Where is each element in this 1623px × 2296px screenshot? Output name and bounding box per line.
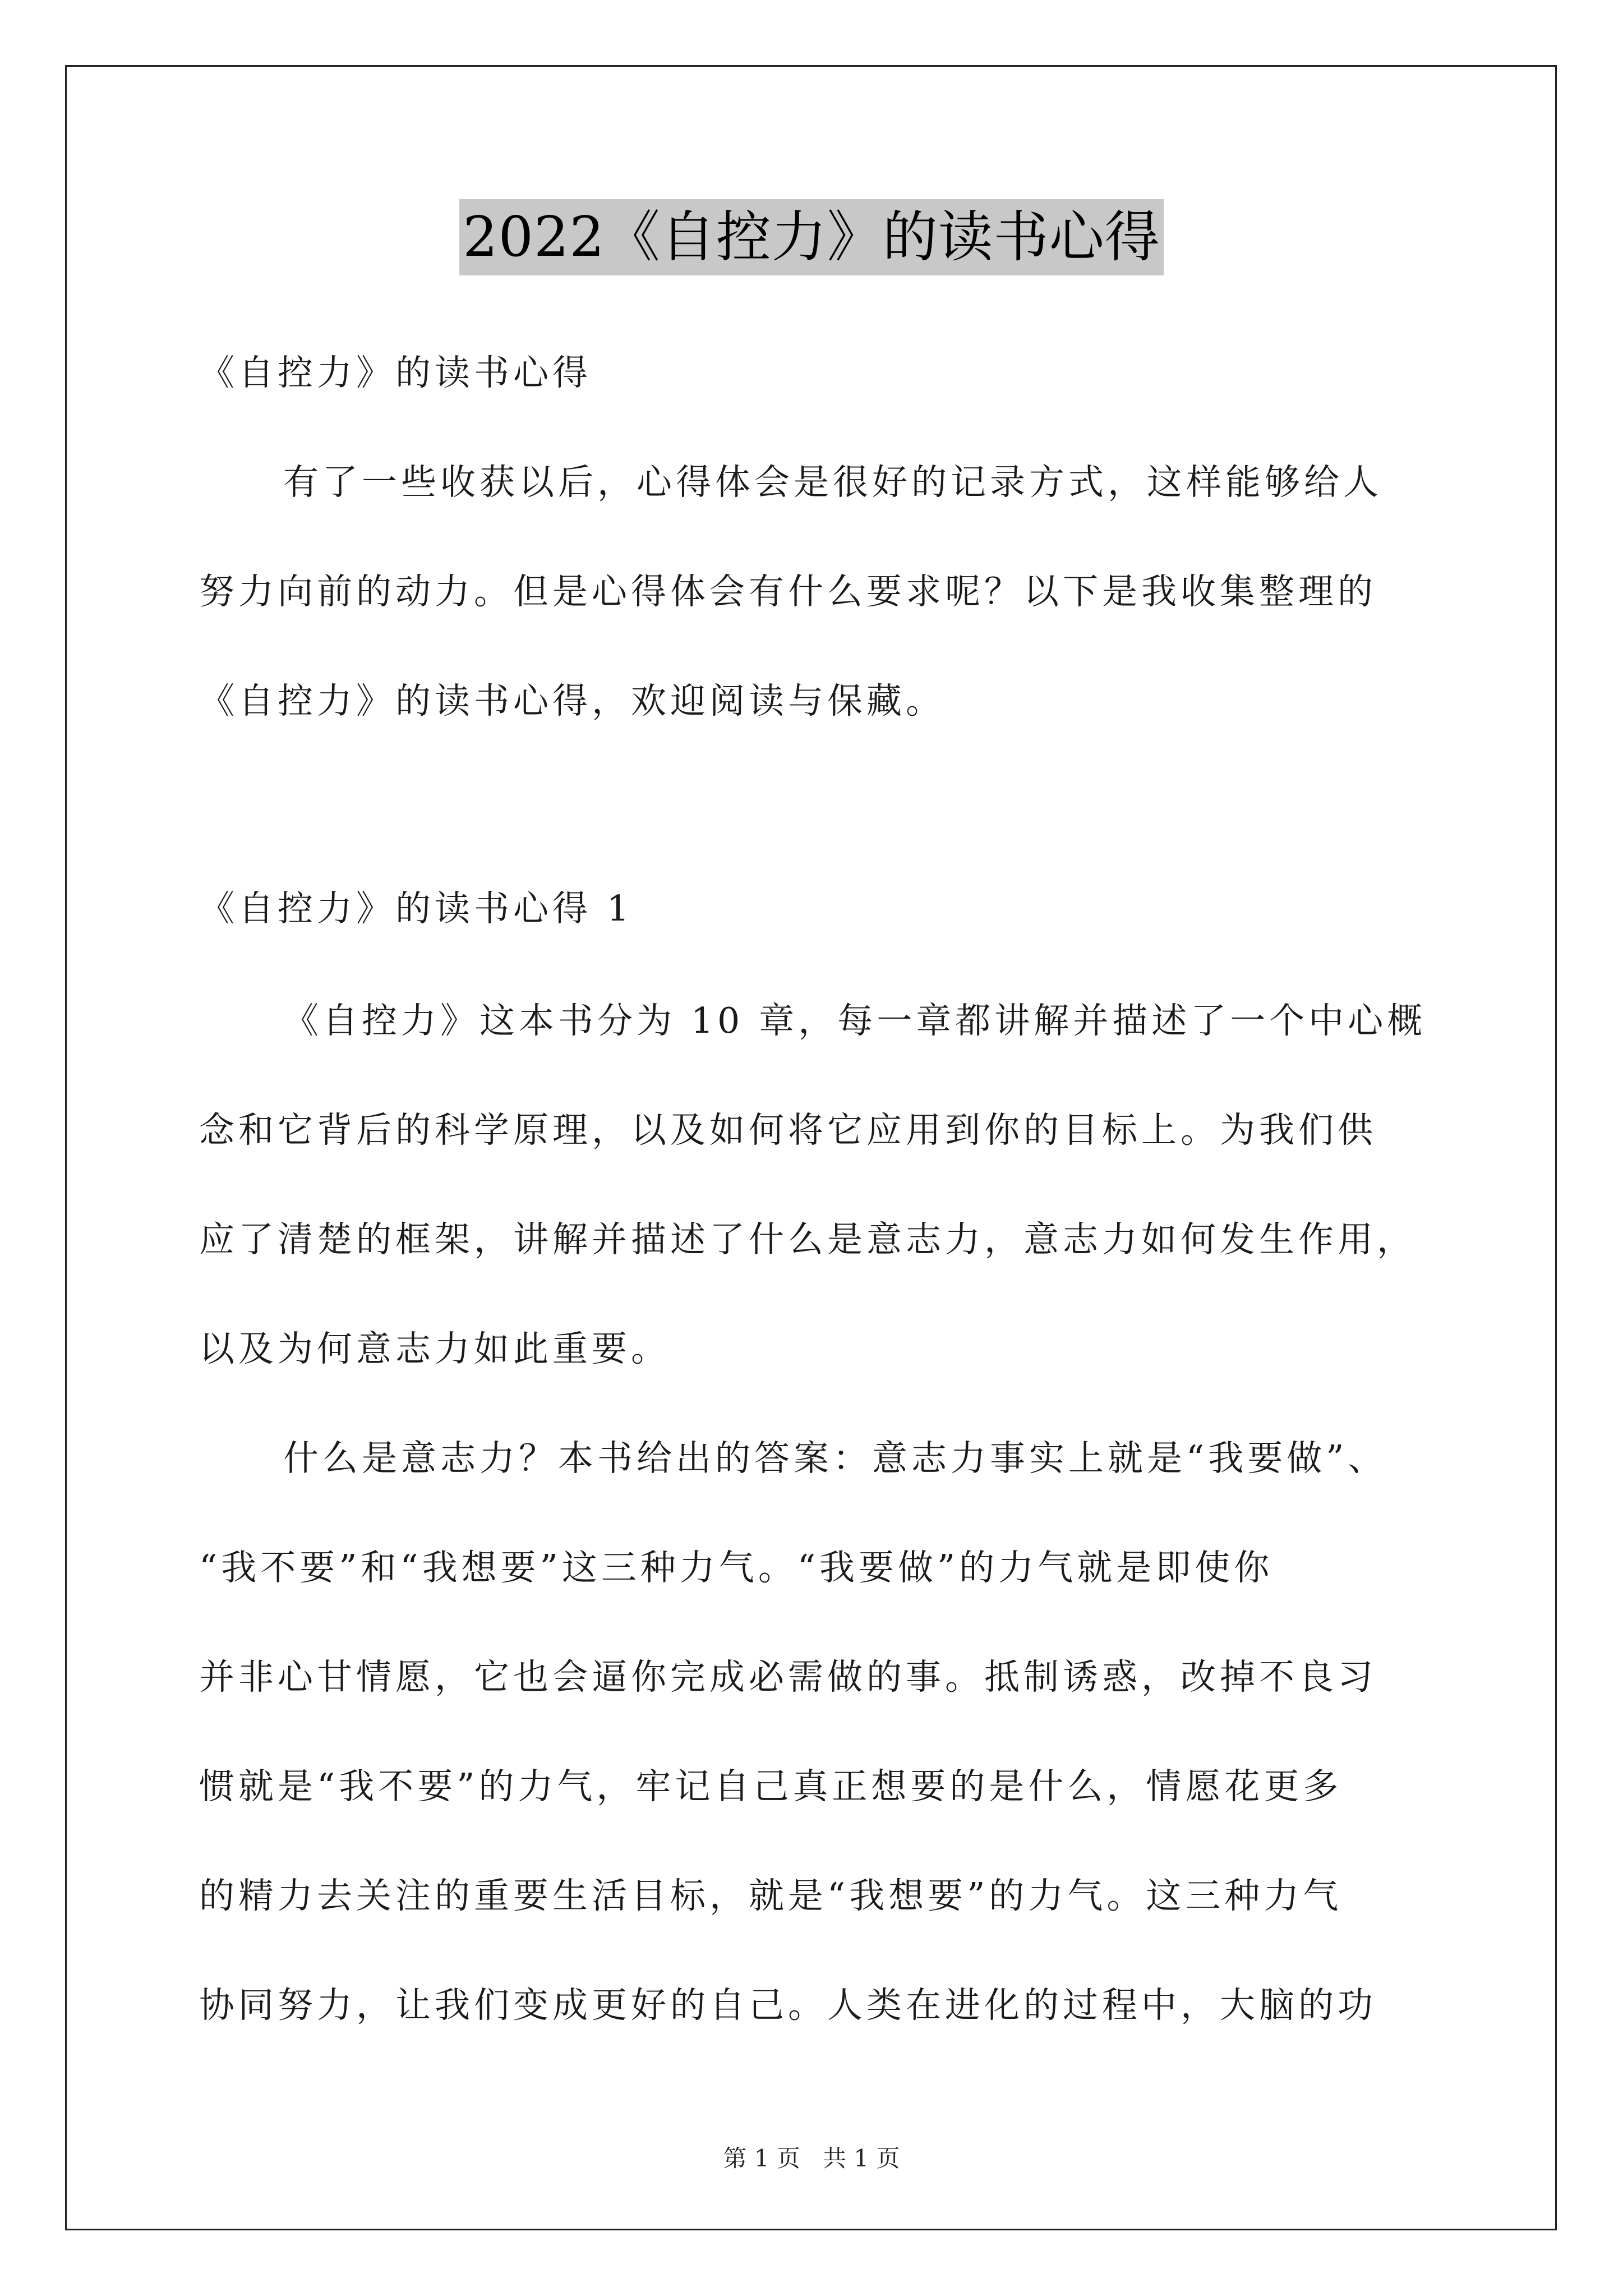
paragraph-line: 协同努力，让我们变成更好的自己。人类在进化的过程中，大脑的功 xyxy=(199,1985,1377,2026)
page-number-footer: 第 1 页 共 1 页 xyxy=(723,2145,900,2172)
paragraph-line: “我不要”和“我想要”这三种力气。“我要做”的力气就是即使你 xyxy=(199,1547,1274,1588)
paragraph-line: 以及为何意志力如此重要。 xyxy=(199,1328,670,1369)
paragraph-line: 有了一些收获以后，心得体会是很好的记录方式，这样能够给人 xyxy=(283,462,1382,503)
paragraph-line: 念和它背后的科学原理，以及如何将它应用到你的目标上。为我们供 xyxy=(199,1110,1377,1151)
paragraph-line: 应了清楚的框架，讲解并描述了什么是意志力，意志力如何发生作用， xyxy=(199,1219,1416,1260)
section-heading: 《自控力》的读书心得 1 xyxy=(199,888,634,929)
paragraph-line: 的精力去关注的重要生活目标，就是“我想要”的力气。这三种力气 xyxy=(199,1875,1343,1916)
paragraph-line: 《自控力》这本书分为 10 章，每一章都讲解并描述了一个中心概 xyxy=(283,1000,1427,1041)
intro-heading: 《自控力》的读书心得 xyxy=(199,352,592,393)
paragraph-line: 惯就是“我不要”的力气，牢记自己真正想要的是什么，情愿花更多 xyxy=(199,1766,1343,1807)
paragraph-line: 并非心甘情愿，它也会逼你完成必需做的事。抵制诱惑，改掉不良习 xyxy=(199,1657,1377,1697)
paragraph-line: 努力向前的动力。但是心得体会有什么要求呢？以下是我收集整理的 xyxy=(199,571,1377,612)
paragraph-line: 《自控力》的读书心得，欢迎阅读与保藏。 xyxy=(199,680,945,721)
document-title: 2022《自控力》的读书心得 xyxy=(459,199,1163,275)
title-container xyxy=(0,199,1623,275)
paragraph-line: 什么是意志力？本书给出的答案：意志力事实上就是“我要做”、 xyxy=(283,1438,1387,1479)
